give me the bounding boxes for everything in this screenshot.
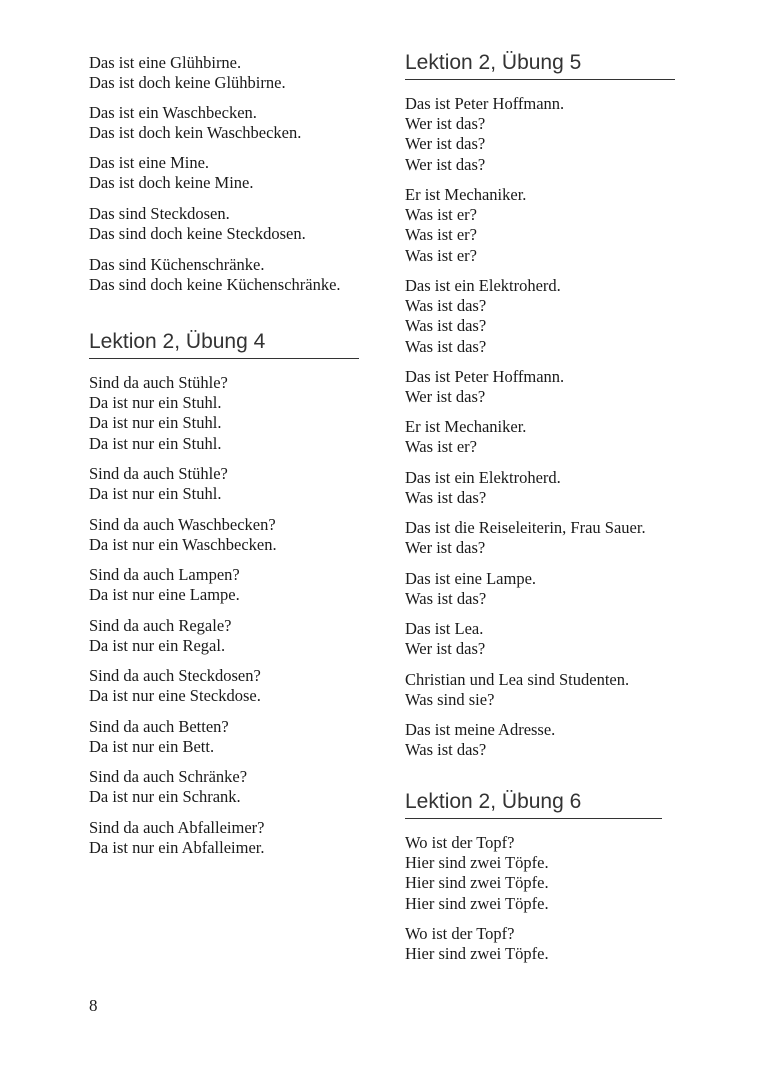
text-line: Da ist nur ein Stuhl. bbox=[89, 433, 222, 453]
text-line: Sind da auch Steckdosen? bbox=[89, 666, 261, 685]
text-line: Da ist nur ein Waschbecken. bbox=[89, 535, 277, 555]
section-heading-uebung-5: Lektion 2, Übung 5 bbox=[405, 51, 675, 80]
text-line: Was ist das? bbox=[405, 296, 487, 316]
text-line: Sind da auch Lampen? bbox=[89, 565, 240, 584]
text-block bbox=[405, 670, 629, 710]
text-line: Da ist nur ein Regal. bbox=[89, 636, 226, 656]
text-block bbox=[89, 565, 240, 605]
text-line: Das ist doch keine Glühbirne. bbox=[89, 73, 286, 93]
text-block bbox=[89, 818, 265, 858]
text-line: Sind da auch Waschbecken? bbox=[89, 515, 276, 534]
text-block bbox=[89, 616, 232, 656]
text-line: Was ist er? bbox=[405, 437, 477, 457]
text-line: Was ist das? bbox=[405, 336, 487, 356]
text-line: Wer ist das? bbox=[405, 114, 486, 134]
text-block bbox=[89, 153, 254, 193]
text-line: Was ist das? bbox=[405, 740, 487, 760]
text-line: Das ist eine Glühbirne. bbox=[89, 53, 242, 72]
text-line: Was ist das? bbox=[405, 316, 487, 336]
text-block bbox=[405, 367, 564, 407]
text-line: Wer ist das? bbox=[405, 154, 486, 174]
text-block bbox=[405, 619, 485, 659]
page-number: 8 bbox=[89, 996, 98, 1015]
text-line: Das ist meine Adresse. bbox=[405, 720, 556, 739]
text-line: Das ist doch kein Waschbecken. bbox=[89, 123, 302, 143]
text-line: Wer ist das? bbox=[405, 134, 486, 154]
text-block bbox=[89, 53, 286, 93]
text-line: Da ist nur ein Abfalleimer. bbox=[89, 838, 265, 858]
text-line: Das sind doch keine Steckdosen. bbox=[89, 224, 306, 244]
text-line: Sind da auch Regale? bbox=[89, 616, 232, 635]
text-line: Wo ist der Topf? bbox=[405, 924, 515, 943]
text-block bbox=[405, 185, 526, 266]
text-line: Das ist doch keine Mine. bbox=[89, 173, 254, 193]
text-line: Was sind sie? bbox=[405, 690, 495, 710]
text-line: Da ist nur eine Lampe. bbox=[89, 585, 240, 605]
text-line: Da ist nur ein Stuhl. bbox=[89, 393, 222, 413]
text-line: Er ist Mechaniker. bbox=[405, 185, 527, 204]
text-block bbox=[89, 515, 277, 555]
text-block bbox=[405, 94, 564, 175]
text-line: Das sind Steckdosen. bbox=[89, 204, 230, 223]
text-block bbox=[89, 767, 247, 807]
text-line: Das ist Peter Hoffmann. bbox=[405, 367, 565, 386]
text-line: Das ist ein Elektroherd. bbox=[405, 468, 561, 487]
text-line: Wo ist der Topf? bbox=[405, 833, 515, 852]
text-line: Da ist nur ein Stuhl. bbox=[89, 484, 222, 504]
text-line: Da ist nur ein Bett. bbox=[89, 737, 215, 757]
text-block bbox=[405, 276, 561, 357]
text-block bbox=[89, 255, 341, 295]
text-line: Sind da auch Schränke? bbox=[89, 767, 248, 786]
text-line: Das sind Küchenschränke. bbox=[89, 255, 265, 274]
text-line: Sind da auch Betten? bbox=[89, 717, 229, 736]
text-block bbox=[405, 417, 526, 457]
text-line: Da ist nur eine Steckdose. bbox=[89, 686, 261, 706]
section-heading-uebung-4: Lektion 2, Übung 4 bbox=[89, 330, 359, 359]
text-block bbox=[89, 717, 229, 757]
text-line: Sind da auch Stühle? bbox=[89, 373, 228, 392]
text-line: Hier sind zwei Töpfe. bbox=[405, 893, 549, 913]
text-line: Da ist nur ein Schrank. bbox=[89, 787, 241, 807]
text-block bbox=[405, 720, 555, 760]
text-block bbox=[405, 569, 536, 609]
text-block bbox=[89, 204, 306, 244]
text-line: Er ist Mechaniker. bbox=[405, 417, 527, 436]
text-block bbox=[405, 468, 561, 508]
text-block bbox=[89, 464, 228, 504]
text-block bbox=[405, 924, 549, 964]
text-line: Das ist Lea. bbox=[405, 619, 484, 638]
text-block bbox=[405, 833, 549, 914]
text-block bbox=[89, 103, 301, 143]
text-block bbox=[89, 373, 228, 454]
text-line: Was ist er? bbox=[405, 225, 477, 245]
text-line: Wer ist das? bbox=[405, 387, 486, 407]
text-line: Christian und Lea sind Studenten. bbox=[405, 670, 630, 689]
text-line: Sind da auch Stühle? bbox=[89, 464, 228, 483]
text-line: Wer ist das? bbox=[405, 639, 486, 659]
section-heading-uebung-6: Lektion 2, Übung 6 bbox=[405, 790, 662, 819]
text-line: Hier sind zwei Töpfe. bbox=[405, 873, 549, 893]
text-line: Was ist er? bbox=[405, 245, 477, 265]
text-block bbox=[89, 666, 261, 706]
text-line: Das ist eine Mine. bbox=[89, 153, 210, 172]
text-line: Das sind doch keine Küchenschränke. bbox=[89, 275, 341, 295]
text-line: Was ist das? bbox=[405, 589, 487, 609]
text-line: Hier sind zwei Töpfe. bbox=[405, 853, 549, 873]
text-line: Das ist Peter Hoffmann. bbox=[405, 94, 565, 113]
text-line: Was ist er? bbox=[405, 205, 477, 225]
text-line: Was ist das? bbox=[405, 488, 487, 508]
text-line: Das ist eine Lampe. bbox=[405, 569, 537, 588]
text-line: Wer ist das? bbox=[405, 538, 486, 558]
text-line: Das ist die Reiseleiterin, Frau Sauer. bbox=[405, 518, 646, 537]
text-line: Das ist ein Elektroherd. bbox=[405, 276, 561, 295]
text-block bbox=[405, 518, 646, 558]
text-line: Hier sind zwei Töpfe. bbox=[405, 944, 549, 964]
text-line: Sind da auch Abfalleimer? bbox=[89, 818, 265, 837]
text-line: Da ist nur ein Stuhl. bbox=[89, 413, 222, 433]
text-line: Das ist ein Waschbecken. bbox=[89, 103, 257, 122]
